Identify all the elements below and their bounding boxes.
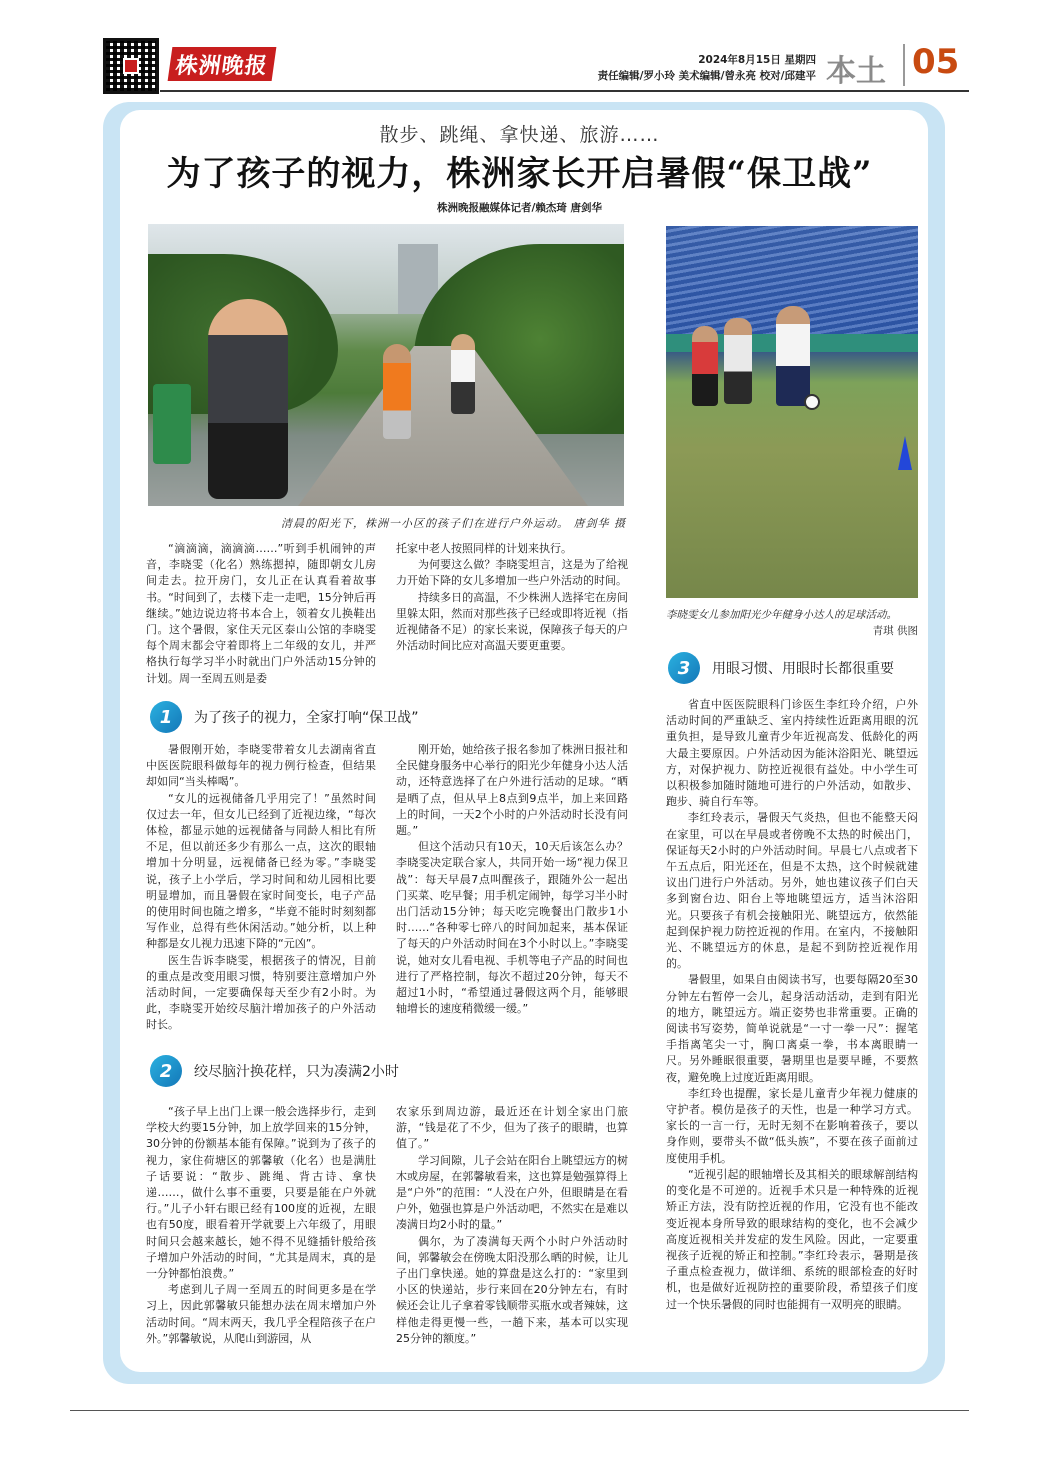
photo2-caption	[666, 607, 918, 639]
paragraph: 刚开始，她给孩子报名参加了株洲日报社和全民健身服务中心举行的阳光少年健身小达人活动，还特意选择了在户外进行活动的足球。“晒是晒了点，但从早上8点到9点半，加上来回路上的时间，一天2个小时的户外活动时长没有问题。”	[396, 743, 628, 838]
paragraph: 持续多日的高温，不少株洲人选择宅在房间里躲太阳，然而对那些孩子已经或即将近视（指近视储备不足）的家长来说，保障孩子每天的户外活动时间比应对高温天要更重要。	[396, 590, 628, 653]
photo-child-white	[724, 318, 752, 404]
section-1-title: 为了孩子的视力，全家打响“保卫战”	[194, 710, 419, 726]
paragraph: 李红玲表示，暑假天气炎热，但也不能整天闷在家里，可以在早晨或者傍晚不太热的时候出门，保证每天2小时的户外活动时间。早晨七八点或者下午五点后，阳光还在，但是不太热，这个时候就建议出门进行户外活动。另外，她也建议孩子们白天多到窗台边、阳台上等地眺望远方，适当沐浴阳光。只要孩子有机会接触阳光、眺望远方，依然能起到保护视力防控近视的作用。在室内，不接触阳光、不眺望远方的休息，是起不到防控近视作用的。	[666, 811, 918, 971]
paragraph: “女儿的远视储备几乎用完了！”虽然时间仅过去一年，但女儿已经到了近视边缘，“每次体检，都显示她的远视储备与同龄人相比有所不足，但以前还多少有那么一点，这次的眼轴增加十分明显，远视储备已经为零。”李晓雯说，孩子上小学后，学习时间和幼儿园相比要明显增加，而且暑假在家时间变长，电子产品的使用时间也随之增多，“毕竟不能时时刻刻都写作业，总得有些休闲活动。”她分析，以上种种都是女儿视力迅速下降的“元凶”。	[146, 791, 376, 951]
section-number-badge: 3	[668, 652, 700, 684]
header-meta	[598, 52, 816, 84]
section-2-heading	[150, 1055, 399, 1087]
paragraph: 考虑到儿子周一至周五的时间更多是在学习上，因此郭馨敏只能想办法在周末增加户外活动时间。“周末两天，我几乎全程陪孩子在户外。”郭馨敏说，从爬山到游园，从	[146, 1283, 376, 1345]
photo-child-red	[692, 326, 718, 406]
paragraph: 为何要这么做？李晓雯坦言，这是为了给视力开始下降的女儿多增加一些户外活动的时间。	[396, 558, 628, 588]
section-2-column-2	[396, 1104, 628, 1347]
headline: 为了孩子的视力，株洲家长开启暑假“保卫战”	[166, 154, 873, 194]
photo2-credit: 青琪 供图	[872, 625, 918, 637]
paragraph: 托家中老人按照同样的计划来执行。	[396, 542, 572, 555]
section-name: 本土	[826, 54, 886, 89]
section-3-title: 用眼习惯、用眼时长都很重要	[712, 661, 894, 677]
intro-column-1	[146, 541, 376, 687]
paragraph: 偶尔，为了凑满每天两个小时户外活动时间，郭馨敏会在傍晚太阳没那么晒的时候，让儿子出门拿快递。她的算盘是这么打的：“家里到小区的快递站，步行来回在20分钟左右，有时候还会让儿子拿着零钱顺带买瓶水或者辣妹，这样他走得更慢一些，一趟下来，基本可以实现25分钟的额度。”	[396, 1234, 628, 1345]
footer-rule	[70, 1410, 969, 1411]
photo-elder-walker	[451, 334, 475, 414]
paragraph: “近视引起的眼轴增长及其相关的眼球解剖结构的变化是不可逆的。近视手术只是一种特殊的近视矫正方法，没有防控近视的作用，它没有也不能改变近视本身所导致的眼球结构的变化，也不会减少高度近视相关并发症的发生风险。因此，一定要重视孩子近视的矫正和控制。”李红玲表示，暑期是孩子重点检查视力，做详细、系统的眼部检查的好时机，也是做好近视防控的重要阶段，希望孩子们度过一个快乐暑假的同时也能拥有一双明亮的眼睛。	[666, 1167, 918, 1311]
photo-training-cone	[898, 436, 912, 470]
photo-football-field	[666, 226, 918, 598]
paragraph: 农家乐到周边游，最近还在计划全家出门旅游，“钱是花了不少，但为了孩子的眼睛，也算值了。”	[396, 1105, 628, 1151]
paragraph: 学习间隙，儿子会站在阳台上眺望远方的树木或房屋，在郭馨敏看来，这也算是勉强算得上是“户外”的范围：“人没在户外，但眼睛是在看户外，勉强也算是户外活动吧，不然实在是难以凑满日均2小时的量。”	[396, 1153, 628, 1232]
section-2-title: 绞尽脑汁换花样，只为凑满2小时	[194, 1064, 399, 1080]
page-number: 05	[912, 42, 960, 82]
photo-runner	[208, 299, 288, 499]
section-3-column	[666, 697, 918, 1313]
section-1-column-1	[146, 742, 376, 1034]
paragraph: 暑假里，如果自由阅读书写，也要每隔20至30分钟左右暂停一会儿，起身活动活动，走到有阳光的地方，眺望远方。端正姿势也非常重要。正确的阅读书写姿势，简单说就是“一寸一拳一尺”：握笔手指离笔尖一寸，胸口离桌一拳，书本离眼睛一尺。另外睡眠很重要，暑期里也是要早睡，不要熬夜，避免晚上过度近距离用眼。	[666, 973, 918, 1084]
section-1-column-2	[396, 742, 628, 1017]
byline: 株洲晚报融媒体记者/赖杰琦 唐剑华	[437, 202, 602, 214]
editors-line: 责任编辑/罗小玲 美术编辑/曾永亮 校对/邱建平	[597, 70, 816, 82]
paragraph: 医生告诉李晓雯，根据孩子的情况，目前的重点是改变用眼习惯，特别要注意增加户外活动时间，一定要确保每天至少有2小时。为此，李晓雯开始绞尽脑汁增加孩子的户外活动时长。	[146, 953, 376, 1032]
header-rule	[160, 90, 969, 92]
photo-child-kicking	[776, 306, 810, 406]
section-number-badge: 1	[150, 701, 182, 733]
paragraph: 省直中医医院眼科门诊医生李红玲介绍，户外活动时间的严重缺乏、室内持续性近距离用眼的沉重负担，是导致儿童青少年近视高发、低龄化的两大最主要原因。户外活动因为能沐浴阳光、眺望远方，对保护视力、防控近视很有益处。中小学生可以积极参加随时随地可进行的户外活动，如散步、跑步、骑自行车等。	[666, 698, 918, 809]
kicker: 散步、跳绳、拿快递、旅游……	[379, 124, 660, 146]
photo2-caption-text: 李晓雯女儿参加阳光少年健身小达人的足球活动。	[666, 609, 897, 621]
paragraph: 但这个活动只有10天，10天后该怎么办？李晓雯决定联合家人，共同开始一场“视力保卫战”：每天早晨7点叫醒孩子，跟随外公一起出门买菜、吃早餐；用手机定闹钟，每学习半小时出门活动15分钟；每天吃完晚餐出门散步1小时……“各种零七碎八的时间加起来，基本保证了每天的户外活动时间在3个小时以上。”李晓雯说，她对女儿看电视、手机等电子产品的时间也进行了严格控制，每次不超过20分钟，每天不超过1小时，“希望通过暑假这两个月，能够眼轴增长的速度稍微缓一缓。”	[396, 840, 628, 1016]
photo-trash-bin	[153, 384, 191, 464]
section-divider	[903, 44, 905, 86]
photo-residential-park-running	[148, 224, 624, 506]
section-2-column-1	[146, 1104, 376, 1347]
section-3-heading	[668, 652, 894, 684]
paragraph: “孩子早上出门上课一般会选择步行，走到学校大约要15分钟，加上放学回来的15分钟，30分钟的份额基本能有保障。”说到为了孩子的视力，家住荷塘区的郭馨敏（化名）也是满肚子话要说：“散步、跳绳、背古诗、拿快递……，做什么事不重要，只要是能在户外就行。”儿子小轩右眼已经有100度的近视，左眼也有50度，眼看着开学就要上六年级了，用眼时间只会越来越长，她不得不见缝插针般给孩子增加户外活动的时间，“尤其是周末，真的是一分钟都怕浪费。”	[146, 1105, 376, 1281]
section-1-heading	[150, 701, 419, 733]
photo1-caption: 清晨的阳光下，株洲一小区的孩子们在进行户外运动。 唐剑华 摄	[281, 517, 626, 530]
intro-column-2	[396, 541, 628, 654]
section-number-badge: 2	[150, 1055, 182, 1087]
date-line: 2024年8月15日 星期四	[698, 54, 816, 66]
paragraph: 暑假刚开始，李晓雯带着女儿去湖南省直中医医院眼科做每年的视力例行检查，但结果却如同“当头棒喝”。	[146, 743, 376, 789]
paragraph: 李红玲也提醒，家长是儿童青少年视力健康的守护者。模仿是孩子的天性，也是一种学习方式。家长的一言一行，无时无刻不在影响着孩子，要以身作则，要带头不做“低头族”，不要在孩子面前过度使用手机。	[666, 1086, 918, 1165]
qr-code-logo	[123, 58, 139, 74]
paragraph: “滴滴滴，滴滴滴……”听到手机闹钟的声音，李晓雯（化名）熟练摁掉，随即朝女儿房间走去。拉开房门，女儿正在认真看着故事书。“时间到了，去楼下走一走吧，15分钟后再继续。”她边说边将书本合上，领着女儿换鞋出门。这个暑假，家住天元区泰山公馆的李晓雯每个周末都会守着即将上二年级的女儿，并严格执行每学习半小时就出门户外活动15分钟的计划。周一至周五则是委	[146, 542, 376, 685]
newspaper-logo: 株洲晚报	[168, 47, 277, 81]
photo-football	[804, 394, 820, 410]
photo-child-runner	[383, 344, 411, 439]
